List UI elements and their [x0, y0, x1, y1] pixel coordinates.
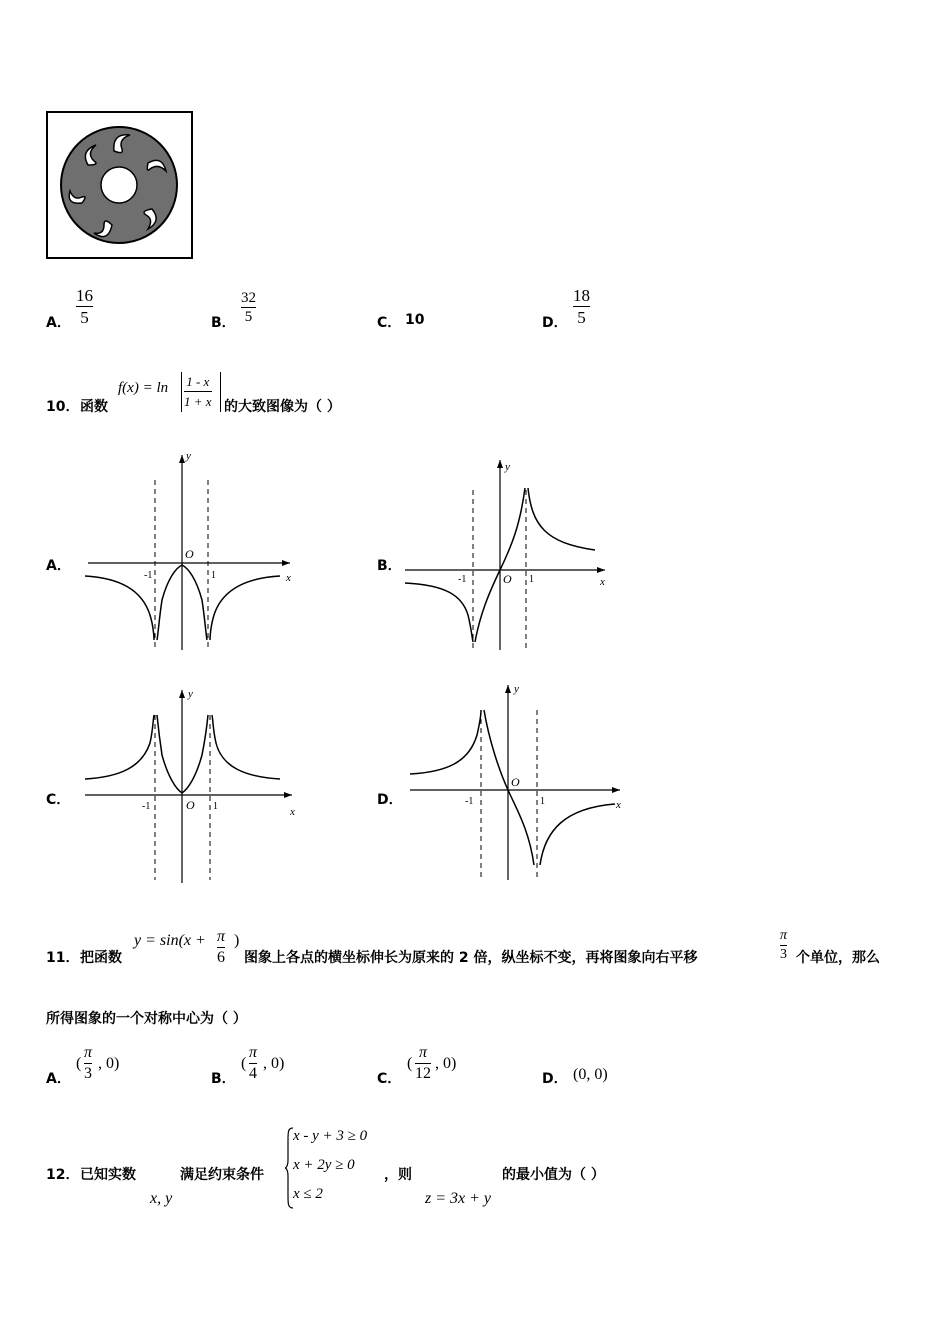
q12-number: 12．	[46, 1167, 80, 1183]
q11-option-c-open: (	[407, 1055, 413, 1072]
q9-option-b-label: B．	[211, 315, 236, 331]
q10-prefix: 函数	[80, 399, 108, 415]
q10-graph-a-neg1: -1	[144, 570, 153, 581]
q11-option-c-fraction	[415, 1044, 431, 1083]
q11-option-b-numerator: π	[249, 1044, 258, 1061]
q11-option-a-rest: , 0)	[98, 1055, 120, 1072]
pinwheel-figure	[46, 111, 193, 259]
q11-option-a-numerator: π	[84, 1044, 93, 1061]
q12-constraint-3: x ≤ 2	[293, 1186, 323, 1202]
q9-option-b-fraction	[241, 290, 256, 325]
q11-line2: 所得图象的一个对称中心为（ ）	[46, 1011, 247, 1027]
q10-graph-d-y-label: y	[514, 683, 519, 695]
q10-graph-c	[80, 685, 300, 885]
q11-func-fraction	[217, 928, 225, 967]
q11-shift-denominator: 3	[780, 947, 787, 962]
q9-option-c-label: C．	[377, 315, 402, 331]
q11-option-a-label: A．	[46, 1071, 71, 1087]
q10-graph-c-origin: O	[186, 798, 195, 812]
q11-option-a-open: (	[76, 1055, 82, 1072]
q10-abs-denominator: 1 + x	[184, 394, 212, 409]
q10-graph-c-x-label: x	[290, 806, 295, 818]
q10-graph-b-neg1: -1	[458, 574, 467, 585]
q10-graph-d-x-label: x	[616, 799, 621, 811]
q10-number: 10．	[46, 399, 80, 415]
q11-option-c-label: C．	[377, 1071, 402, 1087]
q9-option-d-label: D．	[542, 315, 568, 331]
q12-vars: x, y	[150, 1190, 173, 1207]
q9-option-d-numerator: 18	[573, 286, 590, 305]
q11-func-close: )	[234, 932, 240, 949]
q10-graph-c-y-label: y	[188, 688, 193, 700]
q9-option-a-denominator: 5	[80, 308, 89, 327]
q10-graph-d-pos1: 1	[540, 796, 545, 807]
q9-option-a-fraction	[76, 286, 93, 327]
q10-graph-c-label: C．	[46, 792, 71, 808]
q11-option-b-label: B．	[211, 1071, 236, 1087]
q11-middle-text: 图象上各点的横坐标伸长为原来的 2 倍，纵坐标不变，再将图象向右平移	[244, 950, 698, 966]
q12-constraint-1: x - y + 3 ≥ 0	[293, 1128, 368, 1144]
q10-graph-d-label: D．	[377, 792, 403, 808]
q10-graph-b-origin: O	[503, 572, 512, 586]
q10-graph-d	[405, 680, 625, 885]
q12-constraint-2: x + 2y ≥ 0	[293, 1157, 355, 1173]
q11-suffix: 个单位，那么	[796, 950, 880, 966]
q10-graph-b-y-label: y	[505, 461, 510, 473]
q11-number: 11．	[46, 950, 80, 966]
q9-option-c-value: 10	[405, 312, 425, 328]
q11-option-a-fraction	[84, 1044, 92, 1083]
q9-option-a-numerator: 16	[76, 286, 93, 305]
q10-graph-c-neg1: -1	[142, 801, 151, 812]
q11-shift-fraction	[780, 928, 787, 963]
q11-option-c-rest: , 0)	[435, 1055, 457, 1072]
q10-graph-b-label: B．	[377, 558, 402, 574]
q10-graph-d-neg1: -1	[465, 796, 474, 807]
q9-option-d-fraction	[573, 286, 590, 327]
q10-graph-b-pos1: 1	[529, 574, 534, 585]
q10-graph-a-y-label: y	[186, 450, 191, 462]
q11-shift-numerator: π	[780, 928, 788, 943]
q9-option-b-denominator: 5	[244, 309, 253, 325]
q10-graph-d-origin: O	[511, 775, 520, 789]
q11-func: y = sin(x +	[134, 932, 206, 949]
q10-graph-a-x-label: x	[286, 572, 291, 584]
q12-prefix: 已知实数	[80, 1167, 136, 1183]
q9-option-a-label: A．	[46, 315, 71, 331]
q12-suffix: 的最小值为（ ）	[502, 1167, 605, 1183]
q10-abs-numerator: 1 - x	[186, 374, 210, 389]
q10-graph-b	[400, 455, 615, 655]
q12-then: ，则	[384, 1167, 412, 1183]
q11-option-c-denominator: 12	[415, 1065, 431, 1082]
q11-option-b-fraction	[249, 1044, 257, 1083]
q11-func-denominator: 6	[217, 949, 225, 966]
q11-option-d-value: (0, 0)	[573, 1066, 608, 1083]
q10-func-lhs: f(x) = ln	[118, 380, 169, 396]
q10-graph-a-label: A．	[46, 558, 71, 574]
q10-suffix: 的大致图像为（ ）	[224, 399, 341, 415]
q11-option-a-denominator: 3	[84, 1065, 92, 1082]
q9-option-d-denominator: 5	[577, 308, 586, 327]
q10-graph-a-origin: O	[185, 547, 194, 561]
q10-graph-a-pos1: 1	[211, 570, 216, 581]
q10-graph-a	[80, 450, 300, 655]
q11-option-b-open: (	[241, 1055, 247, 1072]
q10-graph-b-x-label: x	[600, 576, 605, 588]
q11-option-d-label: D．	[542, 1071, 568, 1087]
q10-graph-c-pos1: 1	[213, 801, 218, 812]
q12-mid: 满足约束条件	[180, 1167, 264, 1183]
q11-option-c-numerator: π	[418, 1044, 427, 1061]
q11-func-numerator: π	[217, 928, 226, 945]
q10-abs-fraction	[184, 373, 212, 410]
pinwheel-icon	[48, 113, 191, 257]
q11-option-b-rest: , 0)	[263, 1055, 285, 1072]
q9-option-b-numerator: 32	[241, 290, 256, 306]
q11-prefix: 把函数	[80, 950, 122, 966]
q11-option-b-denominator: 4	[249, 1065, 257, 1082]
q12-objective: z = 3x + y	[425, 1190, 492, 1207]
